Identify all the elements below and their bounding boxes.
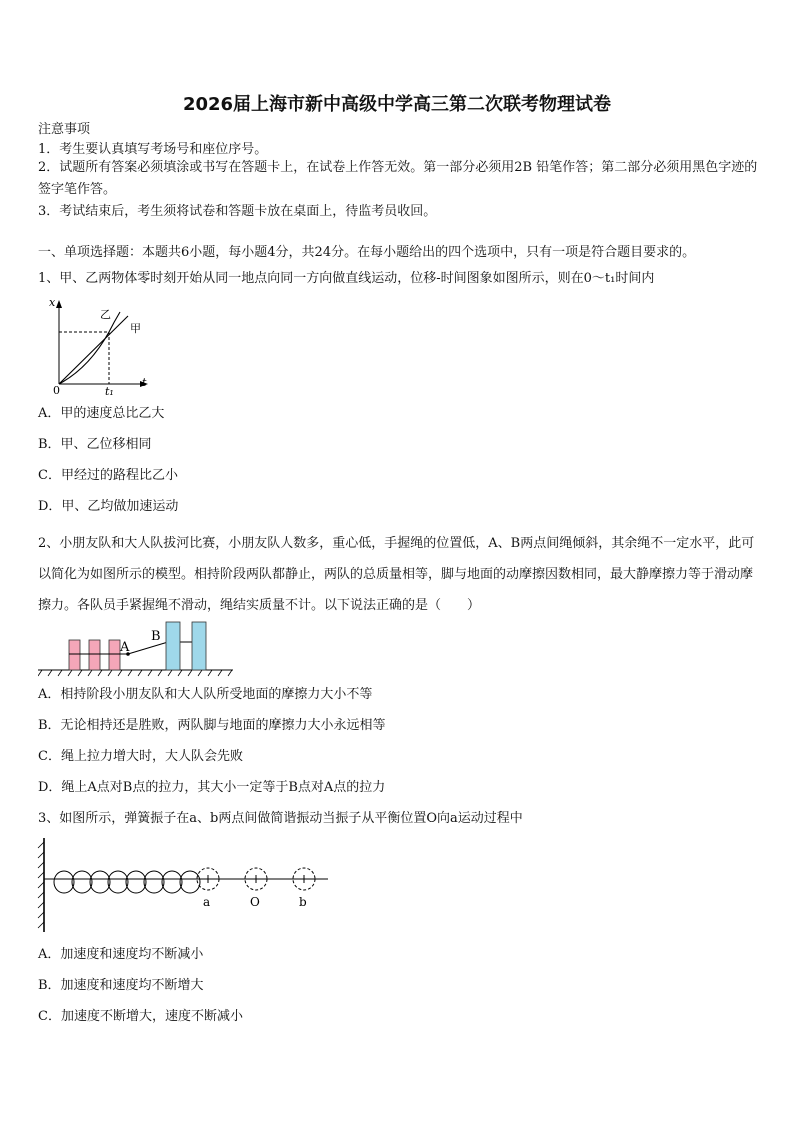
q2-tug-of-war-figure xyxy=(38,618,238,678)
curve-yi xyxy=(59,312,120,384)
x-axis-label: t xyxy=(142,376,147,389)
line-jia xyxy=(59,316,128,384)
q3-option-c: C．加速度不断增大，速度不断减小 xyxy=(38,1009,243,1024)
notice-item-1: 1．考生要认真填写考场号和座位序号。 xyxy=(38,142,268,157)
q2-option-c: C．绳上拉力增大时，大人队会先败 xyxy=(38,749,243,764)
q3-spring-oscillator-figure xyxy=(36,836,336,936)
adult-block-1 xyxy=(166,622,180,670)
q2-option-a: A．相持阶段小朋友队和大人队所受地面的摩擦力大小不等 xyxy=(38,687,373,702)
kid-block-2 xyxy=(89,640,100,670)
q1-stem: 1、甲、乙两物体零时刻开始从同一地点向同一方向做直线运动，位移-时间图象如图所示，则在0～t₁时间内 xyxy=(38,271,655,286)
label-o: O xyxy=(250,895,260,909)
q1-option-c: C．甲经过的路程比乙小 xyxy=(38,468,178,483)
q1-option-a: A．甲的速度总比乙大 xyxy=(38,406,165,421)
kid-block-3 xyxy=(109,640,120,670)
q3-option-b: B．加速度和速度均不断增大 xyxy=(38,978,204,993)
y-axis-label: x xyxy=(49,296,56,309)
q2-stem: 2、小朋友队和大人队拔河比赛，小朋友队人数多，重心低，手握绳的位置低，A、B两点间绳倾斜，其余绳不一定水平，此可以简化为如图所示的模型。相持阶段两队都静止，两队的总质量相等，脚与地面的动摩擦因数相同，最大静摩擦力等于滑动摩擦力。各队员手紧握绳不滑动，绳结实质量不计。以下说法正确的是（ ） xyxy=(38,536,755,613)
page-title: 2026届上海市新中高级中学高三第二次联考物理试卷 xyxy=(182,94,612,115)
label-a: a xyxy=(203,895,211,909)
adult-block-2 xyxy=(192,622,206,670)
point-b-label: B xyxy=(151,629,161,644)
q1-option-d: D．甲、乙均做加速运动 xyxy=(38,499,179,514)
origin-label: 0 xyxy=(53,384,60,396)
yi-label: 乙 xyxy=(100,308,111,321)
q2-option-d: D．绳上A点对B点的拉力，其大小一定等于B点对A点的拉力 xyxy=(38,780,386,795)
q3-option-a: A．加速度和速度均不断减小 xyxy=(38,947,204,962)
q2-option-b: B．无论相持还是胜败，两队脚与地面的摩擦力大小永远相等 xyxy=(38,718,386,733)
notice-item-2: 2．试题所有答案必须填涂或书写在答题卡上，在试卷上作答无效。第一部分必须用2B 铅笔作答；第二部分必须用黑色字迹的签字笔作答。 xyxy=(38,160,758,197)
section-heading: 一、单项选择题：本题共6小题，每小题4分，共24分。在每小题给出的四个选项中，只有一项是符合题目要求的。 xyxy=(38,245,696,260)
spring-coils xyxy=(54,871,200,893)
q3-stem: 3、如图所示，弹簧振子在a、b两点间做简谐振动当振子从平衡位置O向a运动过程中 xyxy=(38,811,523,826)
kid-block-1 xyxy=(69,640,80,670)
q1-xt-graph xyxy=(44,296,154,396)
t1-label: t₁ xyxy=(105,385,114,396)
rope-ab xyxy=(128,642,168,654)
point-a-label: A xyxy=(120,640,130,655)
q1-option-b: B．甲、乙位移相同 xyxy=(38,437,152,452)
notice-heading: 注意事项 xyxy=(38,122,91,137)
jia-label: 甲 xyxy=(130,322,141,335)
notice-item-3: 3．考试结束后，考生须将试卷和答题卡放在桌面上，待监考员收回。 xyxy=(38,204,437,219)
label-b: b xyxy=(299,895,307,909)
